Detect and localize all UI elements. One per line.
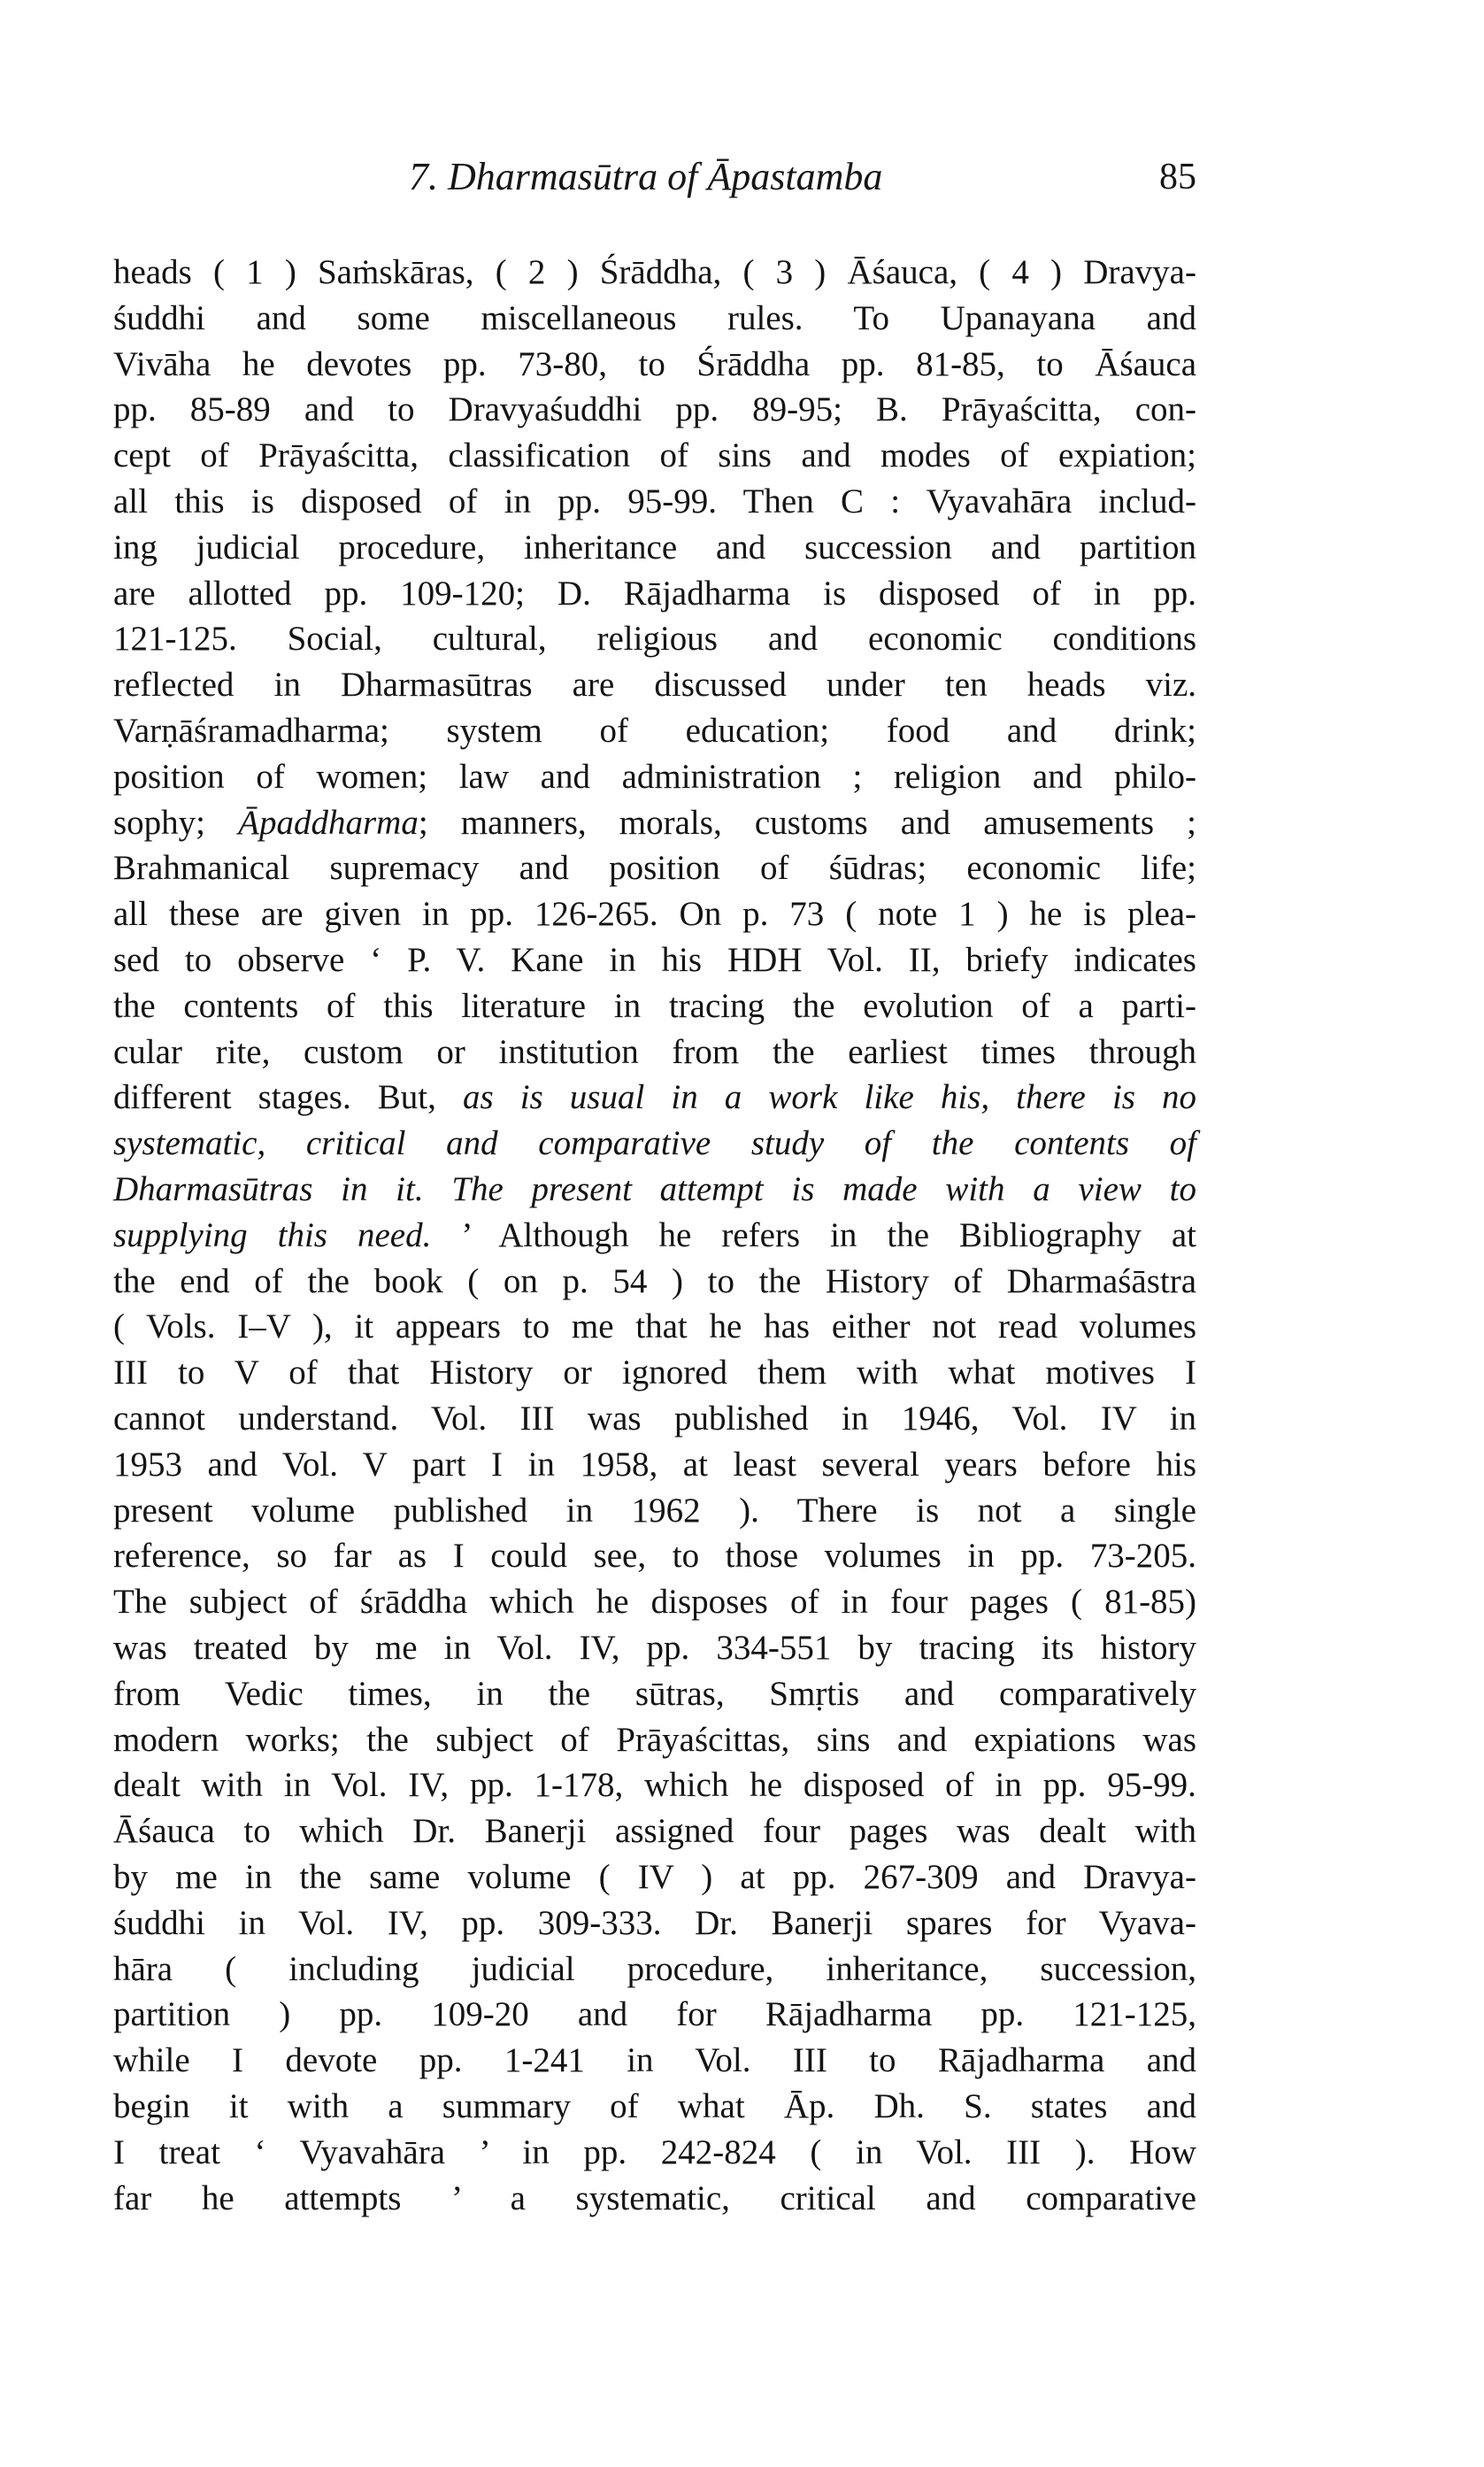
text: the end of the book ( on p. 54 ) to the History of Dharmaśāstra xyxy=(113,1261,1197,1300)
text: different stages. But, xyxy=(113,1078,463,1117)
text-line-content xyxy=(113,1442,1196,1488)
text-line xyxy=(113,387,1196,433)
text-line-content xyxy=(113,1259,1196,1305)
text-line-content xyxy=(113,571,1196,617)
text-line xyxy=(113,983,1196,1029)
text: cannot understand. Vol. III was published in 1946, Vol. IV in xyxy=(113,1399,1197,1438)
text-line-content xyxy=(113,1213,1196,1259)
text-line-content xyxy=(113,845,1196,891)
text: cular rite, custom or institution from the earliest times through xyxy=(113,1032,1196,1071)
text-line-content xyxy=(113,1121,1196,1167)
page-number: 85 xyxy=(1159,157,1196,197)
text-line xyxy=(113,1854,1196,1900)
text-line-content xyxy=(113,296,1196,342)
text-line-content xyxy=(113,1717,1196,1763)
text-line-content xyxy=(113,1350,1196,1396)
text-line-content xyxy=(113,1671,1196,1717)
text-line-content xyxy=(113,1396,1196,1442)
text-line xyxy=(113,1533,1196,1579)
text: cept of Prāyaścitta, classification of sins and modes of expiation; xyxy=(113,436,1196,475)
text-line xyxy=(113,342,1196,388)
text-line-content xyxy=(113,250,1196,296)
italic-text: supplying this need. xyxy=(113,1215,432,1254)
text-line-content xyxy=(113,1075,1196,1121)
text-line-content xyxy=(113,2038,1196,2084)
text-line xyxy=(113,1488,1196,1534)
text: begin it with a summary of what Āp. Dh. S. states and xyxy=(113,2087,1196,2125)
italic-text: as is usual in a work like his, there is no xyxy=(462,1078,1197,1117)
italic-text: Dharmasūtras in it. The present attempt is made with a view to xyxy=(113,1170,1196,1208)
text-line xyxy=(113,433,1196,479)
text-line xyxy=(113,1350,1196,1396)
text: are allotted pp. 109-120; D. Rājadharma is disposed of in pp. xyxy=(113,574,1196,613)
text-line xyxy=(113,708,1196,754)
text-line xyxy=(113,891,1196,937)
text: I treat ‘ Vyavahāra ’ in pp. 242-824 ( in Vol. III ). How xyxy=(113,2132,1196,2171)
text-line xyxy=(113,1808,1196,1854)
text-line-content xyxy=(113,525,1196,571)
text-line-content xyxy=(113,1533,1196,1579)
text: dealt with in Vol. IV, pp. 1-178, which he disposed of in pp. 95-99. xyxy=(113,1766,1196,1805)
text-line xyxy=(113,1992,1196,2038)
text-line-content xyxy=(113,662,1196,708)
text: śuddhi and some miscellaneous rules. To Upanayana and xyxy=(113,298,1196,337)
text-line-content xyxy=(113,1029,1196,1075)
text: heads ( 1 ) Saṁskāras, ( 2 ) Śrāddha, ( 3 ) Āśauca, ( 4 ) Dravya- xyxy=(113,253,1196,291)
text-line xyxy=(113,1947,1196,1993)
text-line xyxy=(113,1167,1196,1213)
text: The subject of śrāddha which he disposes of in four pages ( 81-85) xyxy=(113,1583,1197,1622)
text-line xyxy=(113,1029,1196,1075)
text-line xyxy=(113,1717,1196,1763)
text: reference, so far as I could see, to those volumes in pp. 73-205. xyxy=(113,1537,1196,1576)
text: Āśauca to which Dr. Banerji assigned four pages was dealt with xyxy=(113,1812,1197,1851)
text-line xyxy=(113,845,1196,891)
text: sophy; xyxy=(113,803,239,842)
text: from Vedic times, in the sūtras, Smṛtis and comparatively xyxy=(113,1674,1197,1713)
text-line-content xyxy=(113,433,1196,479)
text-line-content xyxy=(113,754,1196,800)
italic-text: Āpaddharma xyxy=(238,803,419,842)
text: all this is disposed of in pp. 95-99. Then C : Vyavahāra includ- xyxy=(113,482,1197,520)
text-line xyxy=(113,571,1196,617)
text: sed to observe ‘ P. V. Kane in his HDH Vol. II, briefy indicates xyxy=(113,941,1196,979)
text-line xyxy=(113,1579,1196,1625)
text: partition ) pp. 109-20 and for Rājadharma pp. 121-125, xyxy=(113,1995,1197,2034)
text-line xyxy=(113,250,1196,296)
text: ’ Although he refers in the Bibliography at xyxy=(431,1215,1196,1254)
text-line xyxy=(113,2176,1196,2222)
text: hāra ( including judicial procedure, inheritance, succession, xyxy=(113,1949,1196,1988)
text-line-content xyxy=(113,983,1196,1029)
italic-text: systematic, critical and comparative study of the contents of xyxy=(113,1124,1197,1163)
text: was treated by me in Vol. IV, pp. 334-551 by tracing its history xyxy=(113,1629,1197,1667)
text-line xyxy=(113,1075,1196,1121)
text: III to V of that History or ignored them with what motives I xyxy=(113,1353,1196,1392)
text: by me in the same volume ( IV ) at pp. 267-309 and Dravya- xyxy=(113,1858,1196,1896)
text: Vivāha he devotes pp. 73-80, to Śrāddha pp. 81-85, to Āśauca xyxy=(113,344,1197,383)
text-line xyxy=(113,1259,1196,1305)
text-line-content xyxy=(113,1488,1196,1534)
text-line xyxy=(113,937,1196,983)
text-line-content xyxy=(113,616,1196,662)
text-line-content xyxy=(113,479,1196,525)
text: the contents of this literature in tracing the evolution of a parti- xyxy=(113,986,1196,1025)
text: modern works; the subject of Prāyaścittas, sins and expiations was xyxy=(113,1720,1197,1759)
text-line-content xyxy=(113,937,1196,983)
text-line xyxy=(113,1762,1196,1808)
text: 121-125. Social, cultural, religious and economic conditions xyxy=(113,620,1196,659)
text-line-content xyxy=(113,1808,1196,1854)
text: while I devote pp. 1-241 in Vol. III to Rājadharma and xyxy=(113,2041,1196,2080)
text-line-content xyxy=(113,1625,1196,1671)
text-line xyxy=(113,1671,1196,1717)
text-line-content xyxy=(113,708,1196,754)
text: far he attempts ’ a systematic, critical and comparative xyxy=(113,2178,1196,2217)
text-line-content xyxy=(113,2084,1196,2130)
text-line-content xyxy=(113,387,1196,433)
text-line xyxy=(113,800,1196,846)
text-line xyxy=(113,2084,1196,2130)
text: pp. 85-89 and to Dravyaśuddhi pp. 89-95; B. Prāyaścitta, con- xyxy=(113,390,1197,429)
text-line xyxy=(113,479,1196,525)
text: reflected in Dharmasūtras are discussed under ten heads viz. xyxy=(113,666,1197,705)
text: Varṇāśramadharma; system of education; food and drink; xyxy=(113,712,1197,750)
text-line xyxy=(113,296,1196,342)
text: Brahmanical supremacy and position of śūdras; economic life; xyxy=(113,849,1197,888)
text-line-content xyxy=(113,2176,1196,2222)
text: present volume published in 1962 ). There is not a single xyxy=(113,1491,1196,1530)
text-line xyxy=(113,1213,1196,1259)
text-line-content xyxy=(113,1304,1196,1350)
text-line xyxy=(113,1625,1196,1671)
text: position of women; law and administration ; religion and philo- xyxy=(113,757,1197,796)
text-line-content xyxy=(113,1762,1196,1808)
text-line-content xyxy=(113,1167,1196,1213)
text-line xyxy=(113,1442,1196,1488)
text-line xyxy=(113,2130,1196,2176)
text-line-content xyxy=(113,1579,1196,1625)
text-line xyxy=(113,616,1196,662)
text: śuddhi in Vol. IV, pp. 309-333. Dr. Banerji spares for Vyava- xyxy=(113,1903,1196,1942)
text: ing judicial procedure, inheritance and succession and partition xyxy=(113,528,1196,567)
text-line xyxy=(113,2038,1196,2084)
text-line xyxy=(113,662,1196,708)
text: ; manners, morals, customs and amusements ; xyxy=(418,803,1196,842)
text-line-content xyxy=(113,1947,1196,1993)
text-line xyxy=(113,1304,1196,1350)
text-line-content xyxy=(113,1854,1196,1900)
text-line-content xyxy=(113,1992,1196,2038)
text-line-content xyxy=(113,2130,1196,2176)
running-head: 7. Dharmasūtra of Āpastamba xyxy=(409,155,883,198)
text-line xyxy=(113,525,1196,571)
text: all these are given in pp. 126-265. On p. 73 ( note 1 ) he is plea- xyxy=(113,895,1197,934)
text-line xyxy=(113,1121,1196,1167)
text-line-content xyxy=(113,342,1196,388)
text-line xyxy=(113,1900,1196,1947)
text-line-content xyxy=(113,800,1196,846)
text-line xyxy=(113,1396,1196,1442)
text-line-content xyxy=(113,891,1196,937)
text-line-content xyxy=(113,1900,1196,1947)
text-line xyxy=(113,754,1196,800)
text: ( Vols. I–V ), it appears to me that he has either not read volumes xyxy=(113,1307,1197,1346)
text: 1953 and Vol. V part I in 1958, at least several years before his xyxy=(113,1445,1197,1484)
